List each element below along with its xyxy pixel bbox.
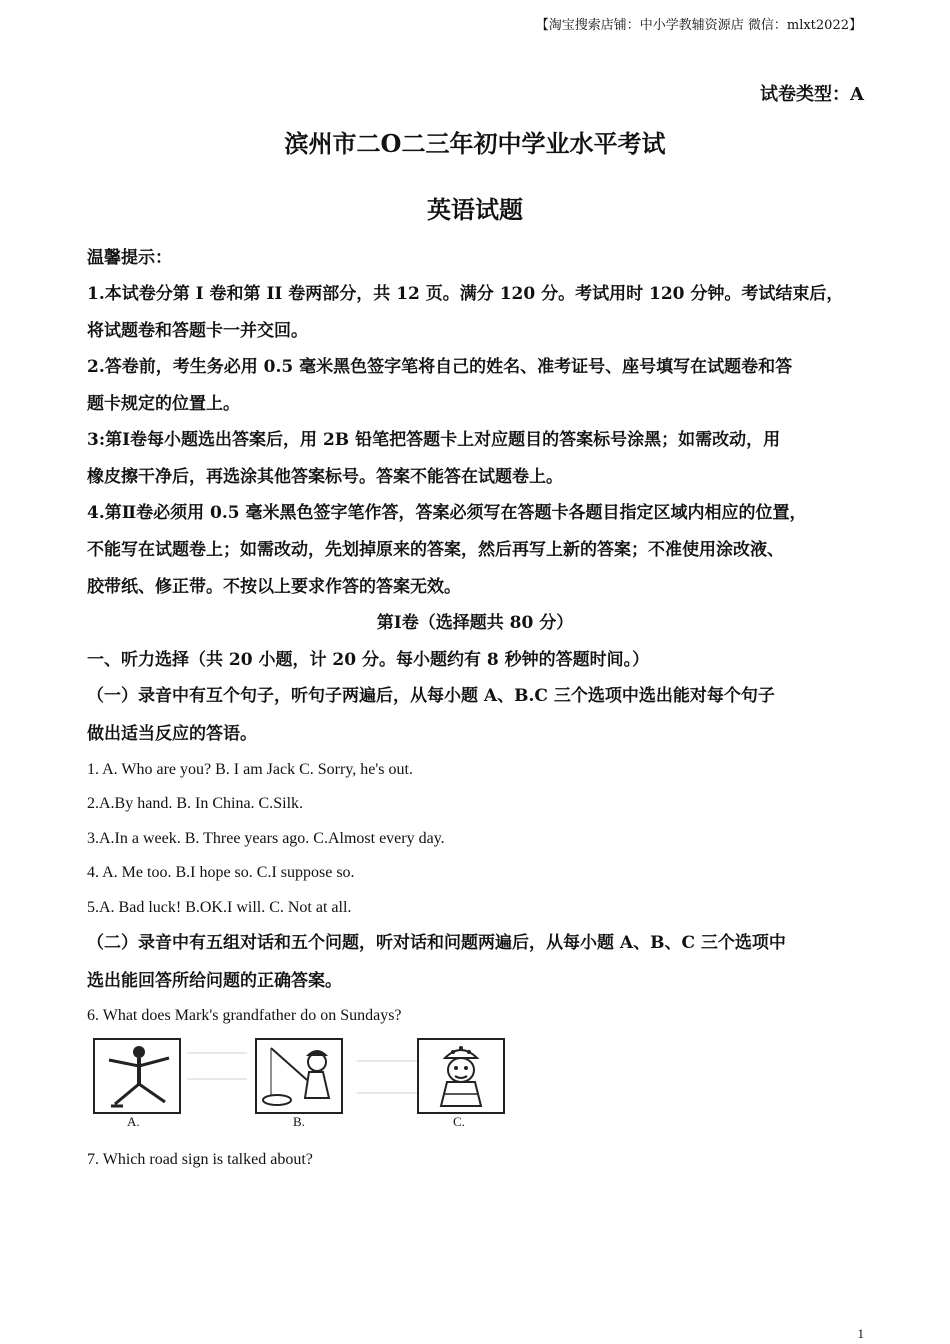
sub1-instruction: （一）录音中有互个句子，听句子两遍后，从每小题 A、B.C 三个选项中选出能对每个句子 — [87, 686, 775, 706]
tip-line: 题卡规定的位置上。 — [87, 394, 240, 414]
tip-line: 2.答卷前，考生务必用 0.5 毫米黑色签字笔将自己的姓名、准考证号、座号填写在试题卷和答 — [87, 357, 793, 377]
question-1: 1. A. Who are you? B. I am Jack C. Sorry, he's out. — [87, 761, 413, 778]
part1-heading: 第Ⅰ卷（选择题共 80 分） — [376, 613, 574, 633]
tip-line: 将试题卷和答题卡一并交回。 — [87, 321, 308, 341]
picture-b-label: B. — [293, 1114, 305, 1129]
tip-line: 3:第Ⅰ卷每小题选出答案后，用 2B 铅笔把答题卡上对应题目的答案标号涂黑；如需改动，用 — [87, 430, 781, 450]
tip-line: 1.本试卷分第 I 卷和第 II 卷两部分，共 12 页。满分 120 分。考试用时 120 分钟。考试结束后， — [87, 284, 844, 304]
question-5: 5.A. Bad luck! B.OK.I will. C. Not at all. — [87, 899, 352, 916]
exam-subtitle: 英语试题 — [427, 195, 523, 224]
exam-title: 滨州市二O二三年初中学业水平考试 — [284, 129, 666, 158]
opera-mask-icon — [417, 1038, 505, 1114]
tips-heading: 温馨提示： — [87, 248, 172, 268]
question-6: 6. What does Mark's grandfather do on Sundays? — [87, 1007, 402, 1024]
header-note: 【淘宝搜索店铺：中小学教辅资源店 微信：mlxt2022】 — [535, 18, 862, 33]
picture-c-label: C. — [453, 1114, 465, 1129]
section1-heading: 一、听力选择（共 20 小题，计 20 分。每小题约有 8 秒钟的答题时间。） — [87, 650, 650, 670]
sub2-instruction: （二）录音中有五组对话和五个问题，听对话和问题两遍后，从每小题 A、B、C 三个选项中 — [87, 933, 786, 953]
question-7: 7. Which road sign is talked about? — [87, 1151, 313, 1168]
paper-type: 试卷类型：A — [760, 84, 864, 105]
tip-line: 橡皮擦干净后，再选涂其他答案标号。答案不能答在试题卷上。 — [87, 467, 563, 487]
sub2-instruction: 选出能回答所给问题的正确答案。 — [87, 971, 342, 991]
page-number: 1 — [857, 1326, 864, 1341]
tip-line: 胶带纸、修正带。不按以上要求作答的答案无效。 — [87, 577, 461, 597]
tip-line: 4.第Ⅱ卷必须用 0.5 毫米黑色签字笔作答，答案必须写在答题卡各题目指定区域内相应的位置， — [87, 503, 807, 523]
tai-chi-icon — [93, 1038, 181, 1114]
question-3: 3.A.In a week. B. Three years ago. C.Almost every day. — [87, 830, 445, 847]
question-2: 2.A.By hand. B. In China. C.Silk. — [87, 795, 304, 812]
sub1-instruction: 做出适当反应的答语。 — [87, 724, 257, 744]
question-4: 4. A. Me too. B.I hope so. C.I suppose so. — [87, 864, 355, 881]
picture-a-label: A. — [127, 1114, 140, 1129]
fishing-icon — [255, 1038, 343, 1114]
tip-line: 不能写在试题卷上；如需改动，先划掉原来的答案，然后再写上新的答案；不准使用涂改液、 — [87, 540, 784, 560]
question-6-pictures — [87, 1038, 515, 1136]
